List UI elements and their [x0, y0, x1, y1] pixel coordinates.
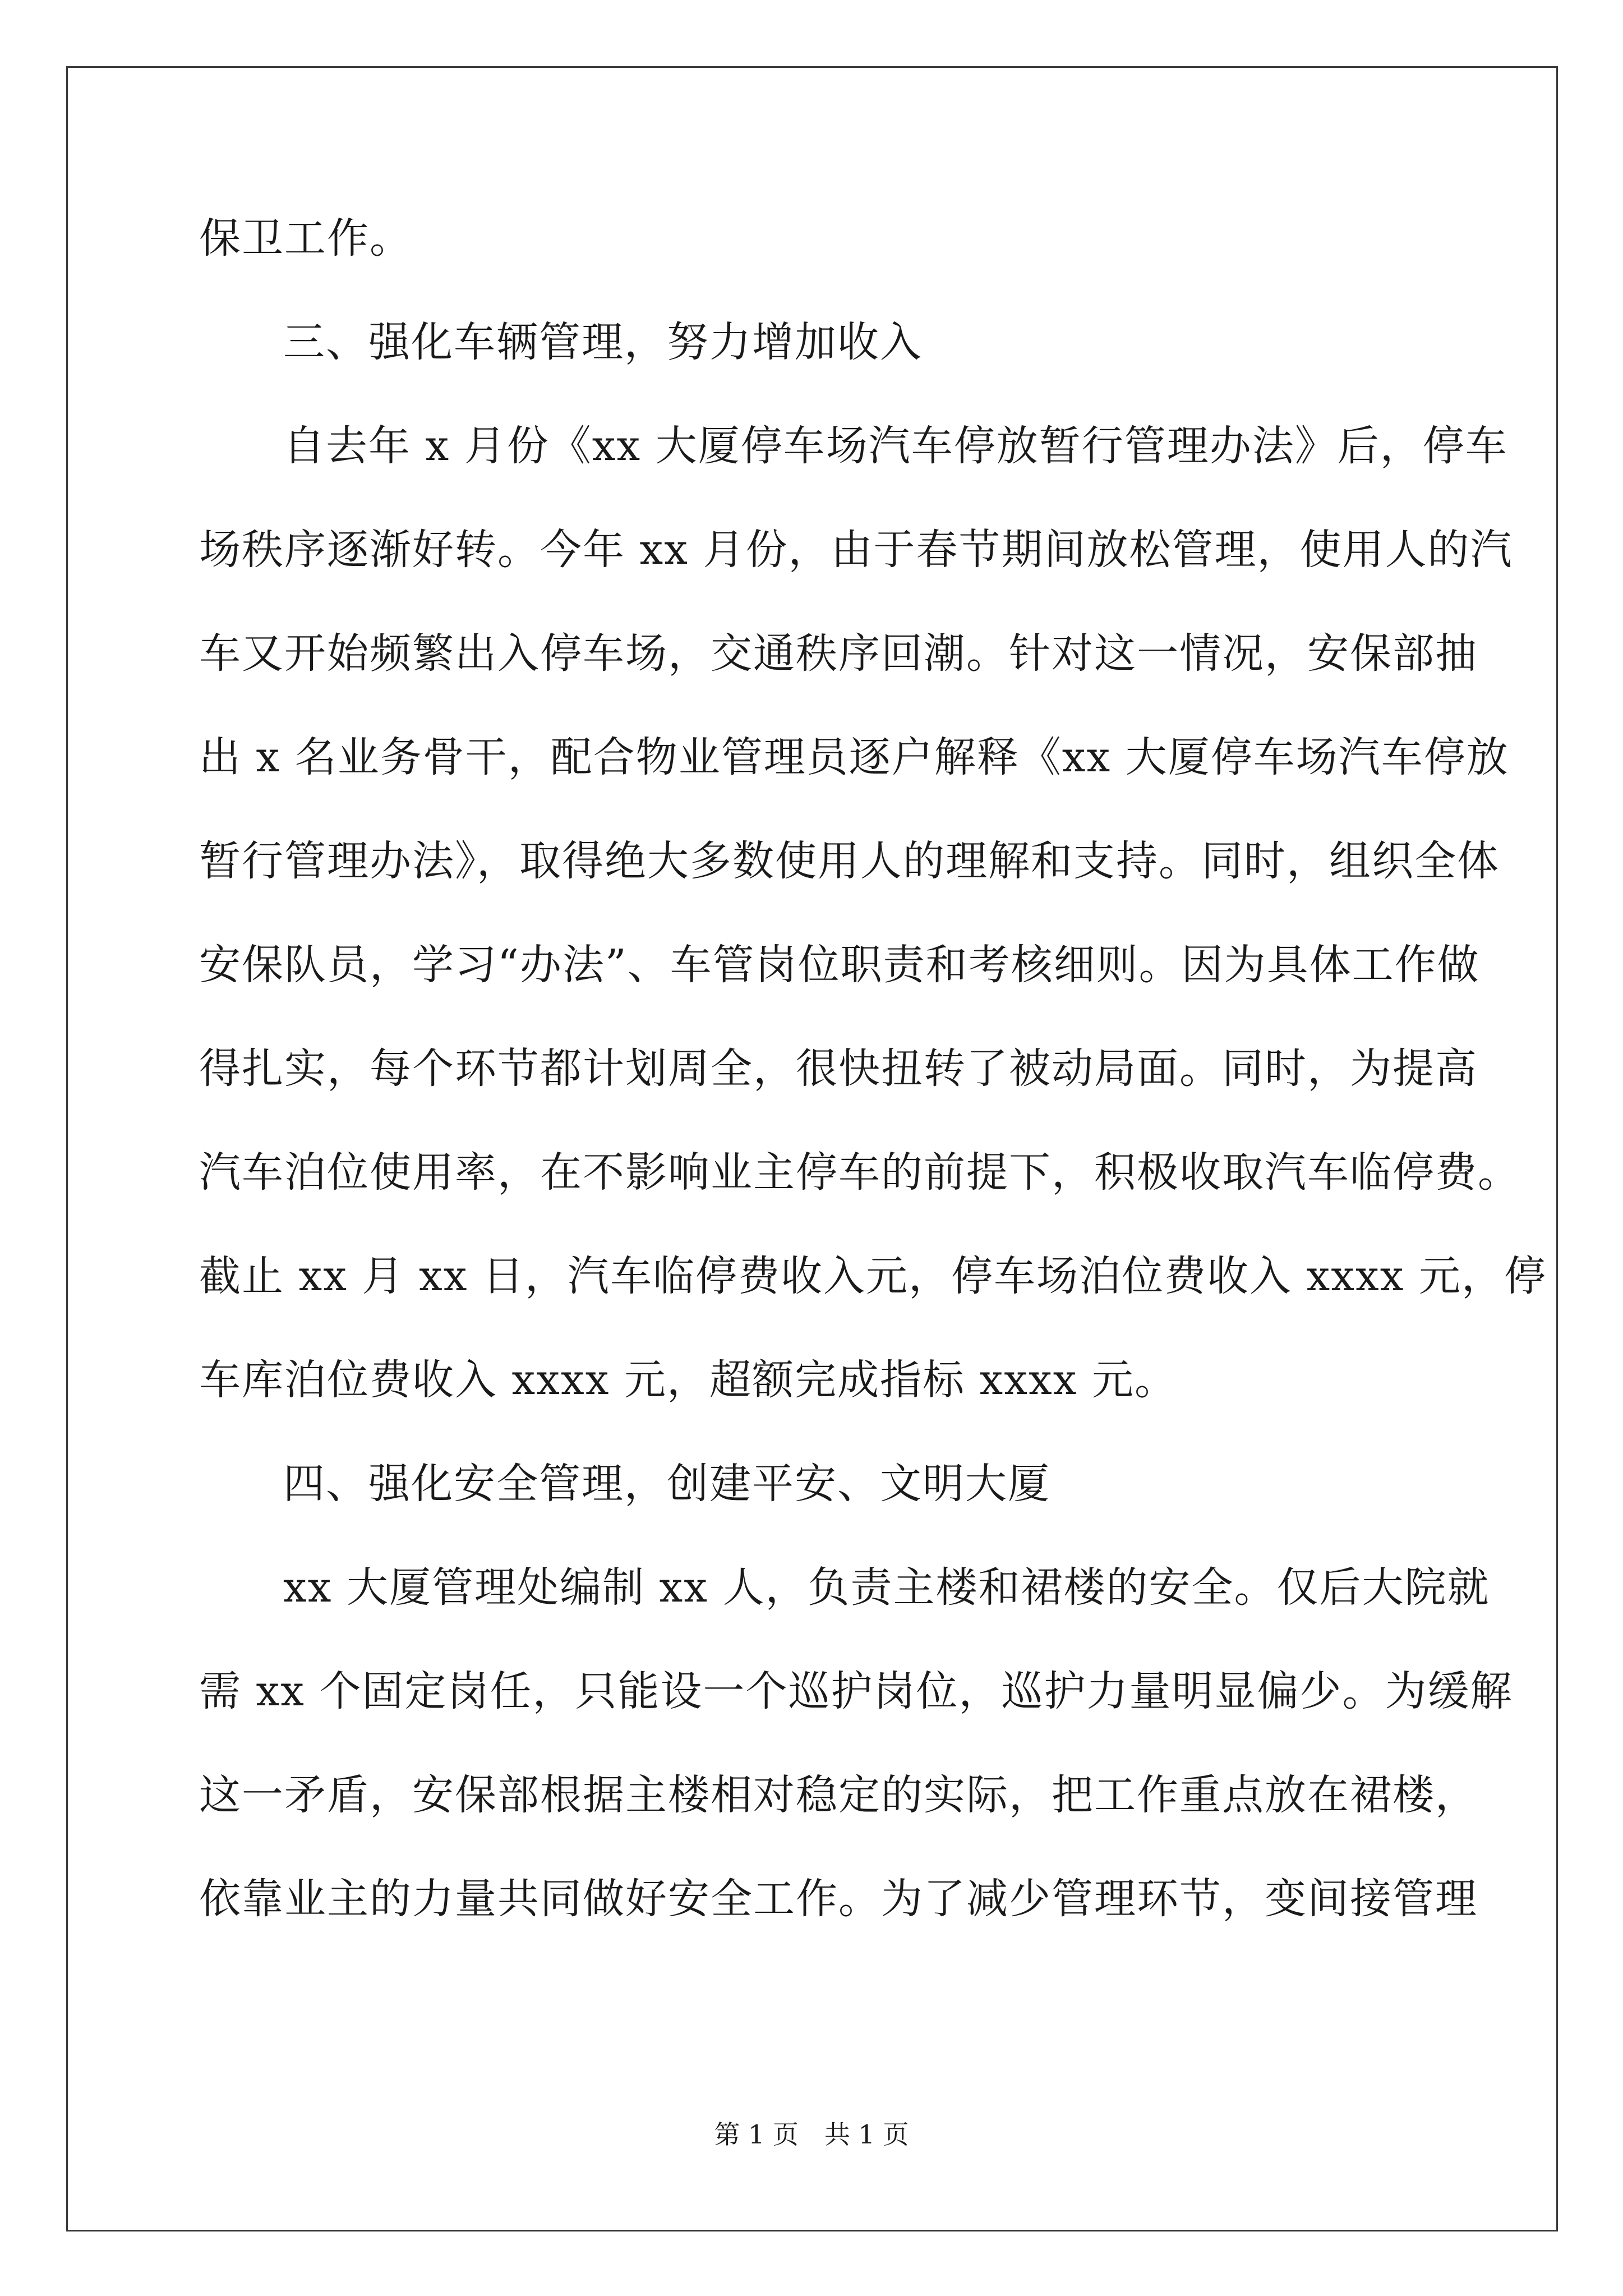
text-line: 保卫工作。 [199, 214, 412, 263]
page-number-footer: 第 1 页 共 1 页 [714, 2119, 909, 2150]
text-line: 车库泊位费收入 xxxx 元，超额完成指标 xxxx 元。 [199, 1356, 1177, 1404]
text-line: 安保队员，学习“办法”、车管岗位职责和考核细则。因为具体工作做 [199, 941, 1480, 989]
text-line: 出 x 名业务骨干，配合物业管理员逐户解释《xx 大厦停车场汽车停放 [199, 733, 1509, 781]
text-line: 截止 xx 月 xx 日，汽车临停费收入元，停车场泊位费收入 xxxx 元，停 [199, 1252, 1547, 1300]
text-line: 得扎实，每个环节都计划周全，很快扭转了被动局面。同时，为提高 [199, 1045, 1478, 1093]
text-line: 汽车泊位使用率，在不影响业主停车的前提下，积极收取汽车临停费。 [199, 1148, 1520, 1197]
text-line: 自去年 x 月份《xx 大厦停车场汽车停放暂行管理办法》后，停车 [283, 422, 1508, 470]
text-line: 需 xx 个固定岗任，只能设一个巡护岗位，巡护力量明显偏少。为缓解 [199, 1667, 1513, 1715]
text-line: 车又开始频繁出入停车场，交通秩序回潮。针对这一情况，安保部抽 [199, 629, 1478, 678]
text-line: 场秩序逐渐好转。今年 xx 月份，由于春节期间放松管理，使用人的汽 [199, 526, 1513, 574]
text-line: 依靠业主的力量共同做好安全工作。为了减少管理环节，变间接管理 [199, 1875, 1478, 1923]
text-line: 这一矛盾，安保部根据主楼相对稳定的实际，把工作重点放在裙楼， [199, 1771, 1478, 1819]
text-line: 暂行管理办法》，取得绝大多数使用人的理解和支持。同时，组织全体 [199, 837, 1500, 885]
section-heading: 三、强化车辆管理，努力增加收入 [283, 318, 923, 366]
text-line: xx 大厦管理处编制 xx 人，负责主楼和裙楼的安全。仅后大院就 [283, 1563, 1490, 1612]
section-heading: 四、强化安全管理，创建平安、文明大厦 [283, 1460, 1050, 1508]
